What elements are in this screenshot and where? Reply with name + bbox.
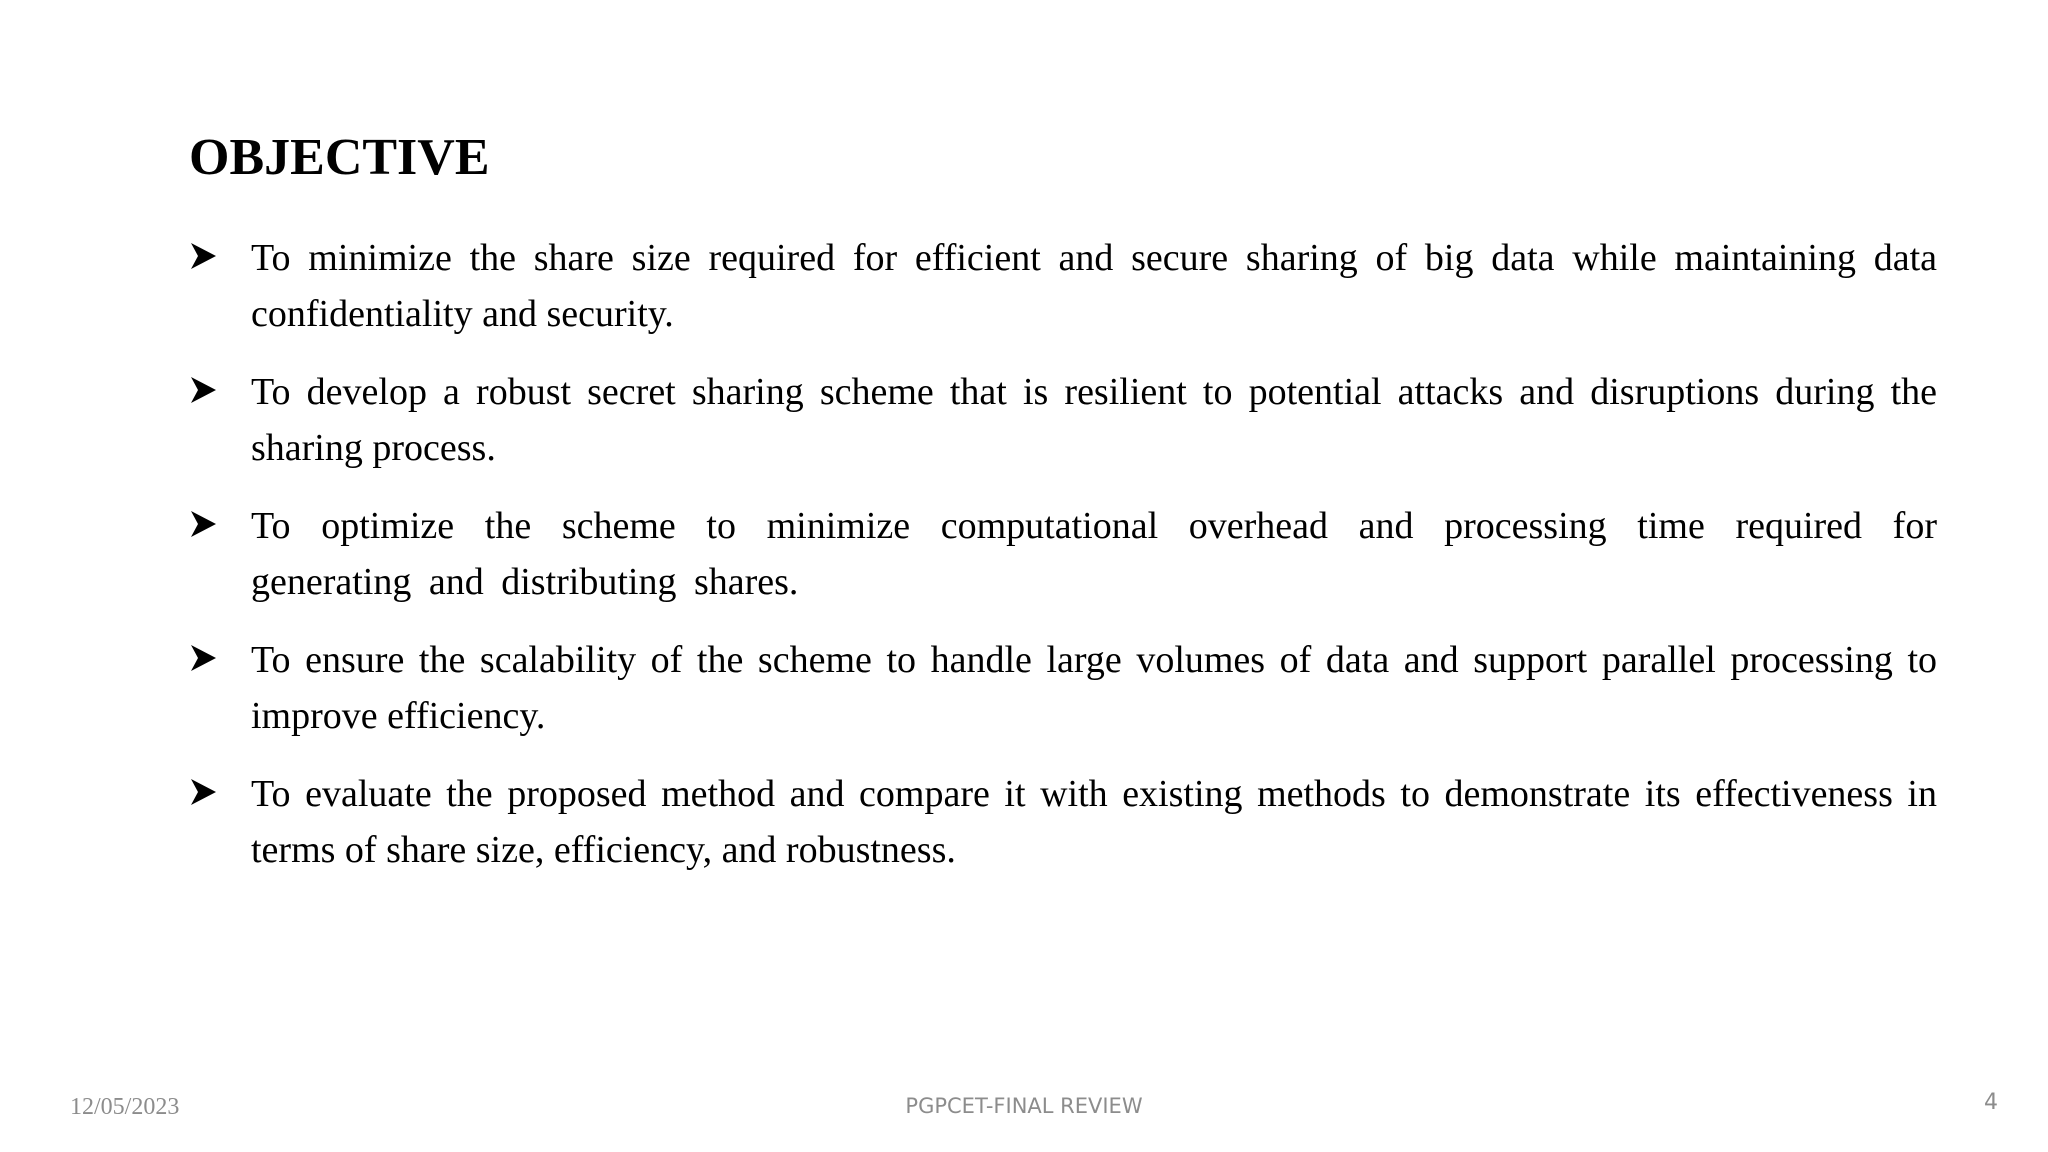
list-item (189, 632, 1937, 744)
list-item (189, 230, 1937, 342)
bullet-text: To ensure the scalability of the scheme to handle large volumes of data and support parallel processing to improve efficiency. (251, 639, 1937, 737)
objectives-list (189, 230, 1937, 900)
page-number: 4 (1984, 1090, 1998, 1115)
list-item (189, 766, 1937, 878)
arrowhead-bullet-icon (189, 776, 219, 808)
arrowhead-bullet-icon (189, 642, 219, 674)
bullet-text: To minimize the share size required for efficient and secure sharing of big data while maintaining data confidentiality and security. (251, 237, 1937, 335)
footer-title: PGPCET-FINAL REVIEW (905, 1094, 1143, 1118)
list-item (189, 364, 1937, 476)
arrowhead-bullet-icon (189, 240, 219, 272)
bullet-text: To optimize the scheme to minimize computational overhead and processing time required for generating and distributing shares. (251, 505, 1937, 603)
slide-title: OBJECTIVE (189, 129, 490, 186)
list-item (189, 498, 1937, 610)
arrowhead-bullet-icon (189, 374, 219, 406)
footer-date: 12/05/2023 (70, 1094, 180, 1120)
bullet-text: To evaluate the proposed method and compare it with existing methods to demonstrate its effectiveness in terms of share size, efficiency, and robustness. (251, 773, 1937, 871)
arrowhead-bullet-icon (189, 508, 219, 540)
bullet-text: To develop a robust secret sharing scheme that is resilient to potential attacks and disruptions during the sharing process. (251, 371, 1937, 469)
